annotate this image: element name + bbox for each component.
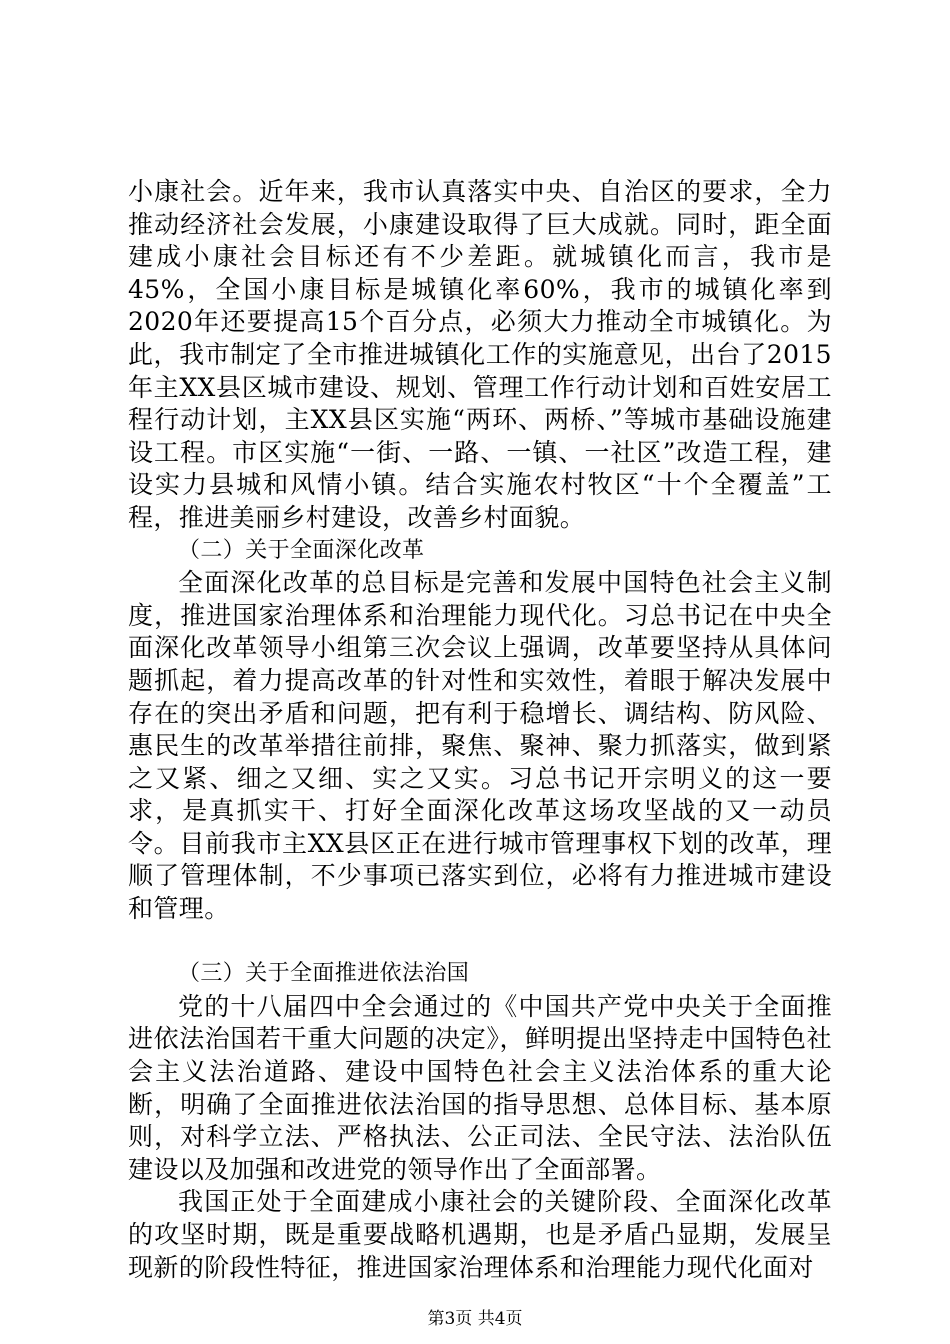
section-heading-rule-of-law: （三）关于全面推进依法治国 [178,961,470,987]
section-heading-reform: （二）关于全面深化改革 [178,537,425,563]
document-body [128,176,832,1284]
paragraph-reform: 全面深化改革的总目标是完善和发展中国特色社会主义制度，推进国家治理体系和治理能力现代化。习总书记在中央全面深化改革领导小组第三次会议上强调，改革要坚持从具体问题抓起，着力提高改革的针对性和实效性，着眼于解决发展中存在的突出矛盾和问题，把有利于稳增长、调结构、防风险、惠民生的改革举措往前排，聚焦、聚神、聚力抓落实，做到紧之又紧、细之又细、实之又实。习总书记开宗明义的这一要求，是真抓实干、打好全面深化改革这场攻坚战的又一动员令。目前我市主XX县区正在进行城市管理事权下划的改革，理顺了管理体制，不少事项已落实到位，必将有力推进城市建设和管理。 [128,568,832,924]
paragraph-current-stage: 我国正处于全面建成小康社会的关键阶段、全面深化改革的攻坚时期，既是重要战略机遇期，也是矛盾凸显期，发展呈现新的阶段性特征，推进国家治理体系和治理能力现代化面对 [128,1187,832,1282]
paragraph-rule-of-law: 党的十八届四中全会通过的《中国共产党中央关于全面推进依法治国若干重大问题的决定》，鲜明提出坚持走中国特色社会主义法治道路、建设中国特色社会主义法治体系的重大论断，明确了全面推进依法治国的指导思想、总体目标、基本原则，对科学立法、严格执法、公正司法、全民守法、法治队伍建设以及加强和改进党的领导作出了全面部署。 [128,991,832,1184]
blank-line [128,926,832,959]
page-footer: 第3页 共4页 [427,1309,523,1329]
paragraph-urbanization: 小康社会。近年来，我市认真落实中央、自治区的要求，全力推动经济社会发展，小康建设取得了巨大成就。同时，距全面建成小康社会目标还有不少差距。就城镇化而言，我市是45%，全国小康目标是城镇化率60%，我市的城镇化率到2020年还要提高15个百分点，必须大力推动全市城镇化。为此，我市制定了全市推进城镇化工作的实施意见，出台了2015年主XX县区城市建设、规划、管理工作行动计划和百姓安居工程行动计划，主XX县区实施“两环、两桥、”等城市基础设施建设工程。市区实施“一街、一路、一镇、一社区”改造工程，建设实力县城和风情小镇。结合实施农村牧区“十个全覆盖”工程，推进美丽乡村建设，改善乡村面貌。 [128,177,832,532]
